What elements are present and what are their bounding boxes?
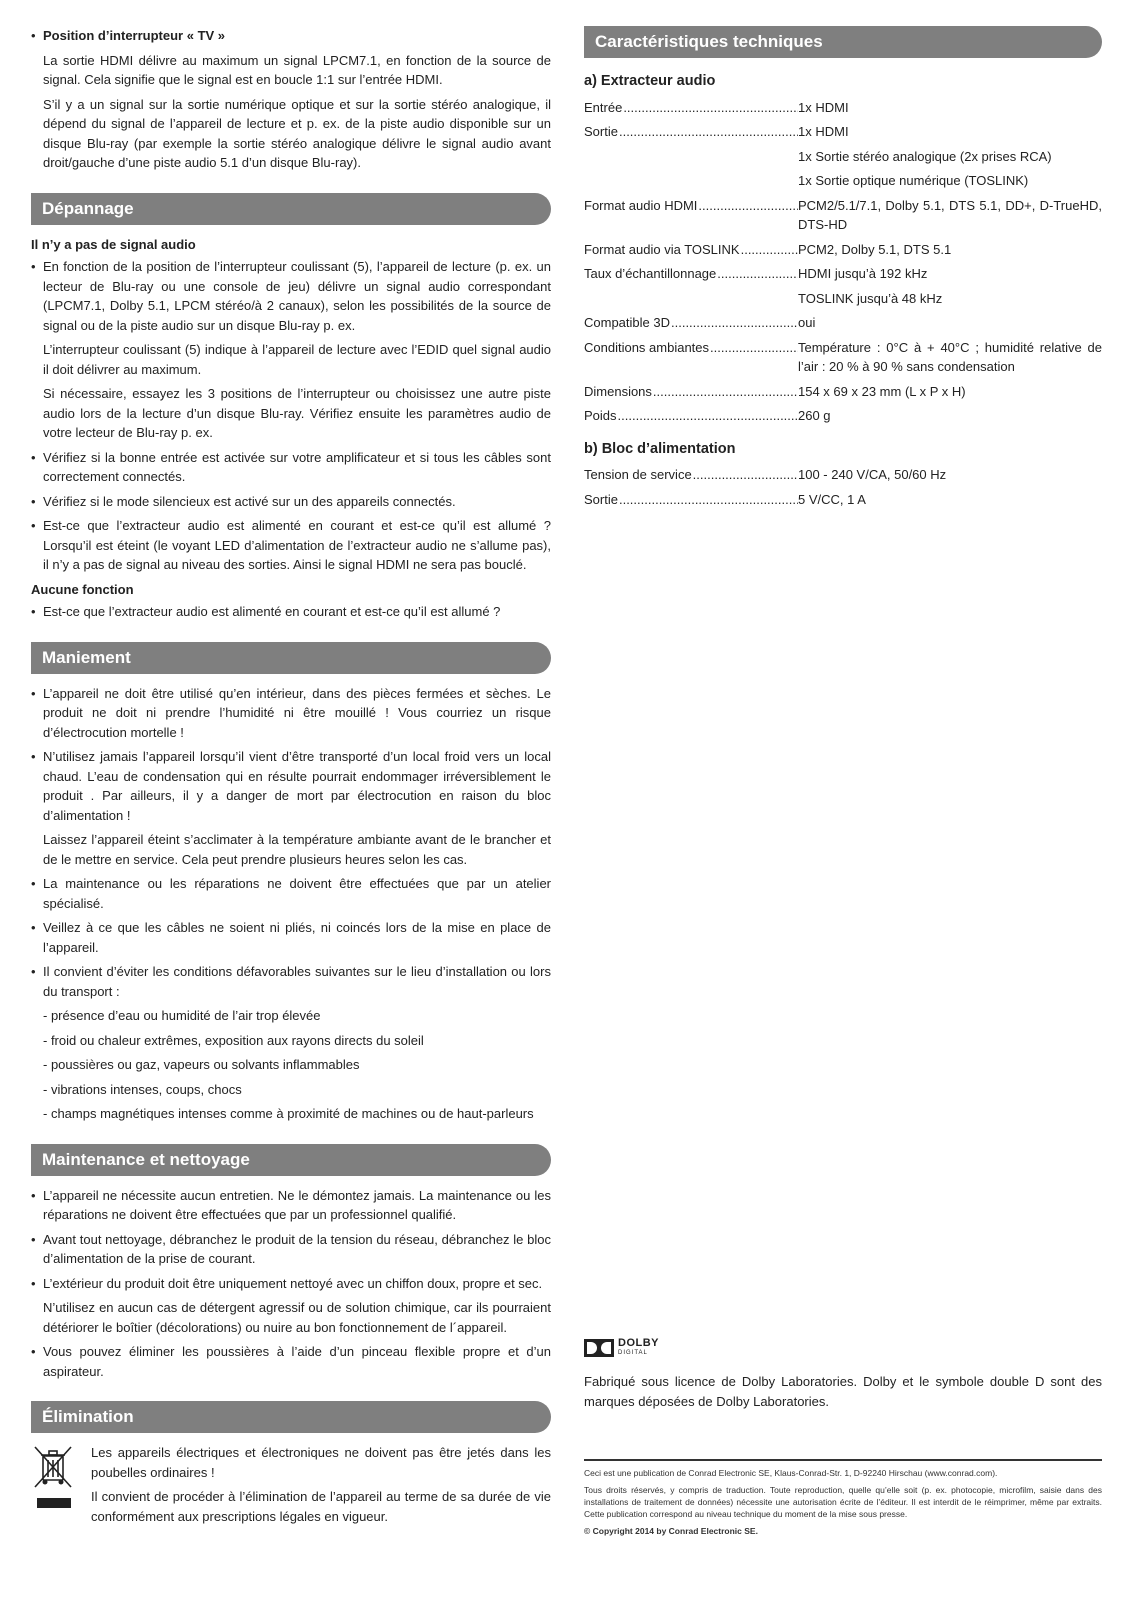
footer-rights-text: Tous droits réservés, y compris de traduction. Toute reproduction, quelle qu’elle soit (p. ex. photocopie, microfilm, saisie dans des installations de traitement de données) nécessite une autorisation écrite de l’éditeur. Il est interdit de le réimprimer, même par extraits. Cette publication correspond au niveau technique du moment de la mise sous presse. (584, 1485, 1102, 1519)
bullet-item: • N’utilisez jamais l’appareil lorsqu’il vient d’être transporté d’un local froid vers un local chaud. L’eau de condensation qui en résulte pourrait endommager irréversiblement le produit . Par ailleurs, il y a danger de mort par électrocution en raison du bloc d’alimentation ! (31, 747, 551, 825)
bullet-item: • Avant tout nettoyage, débranchez le produit de la tension du réseau, débranchez le bloc d’alimentation de la prise de courant. (31, 1230, 551, 1269)
section-header-handling: Maniement (31, 642, 551, 674)
spec-label (584, 465, 798, 485)
spec-label-text: Compatible 3D (584, 315, 670, 330)
spec-value: 100 - 240 V/CA, 50/60 Hz (798, 467, 947, 482)
bullet-item: • Est-ce que l’extracteur audio est alimenté en courant et est-ce qu’il est allumé ? (31, 602, 551, 622)
bullet-item: • L’appareil ne doit être utilisé qu’en intérieur, dans des pièces fermées et sèches. Le produit ne doit ni prendre l’humidité ni être mouillé ! Vous courriez un risque d’électrocution mortelle ! (31, 684, 551, 743)
spec-label-text: Conditions ambiantes (584, 339, 710, 355)
spec-label-text: Poids (584, 408, 617, 423)
spec-label (584, 406, 798, 426)
footer-copyright: © Copyright 2014 by Conrad Electronic SE. (584, 1526, 758, 1536)
troubleshooting-section (31, 193, 551, 622)
spec-label-text: Dimensions (584, 383, 652, 399)
dolby-logo (584, 1338, 1102, 1358)
spec-value: 1x Sortie stéréo analogique (2x prises RCA) (798, 148, 1052, 164)
spec-label (584, 490, 798, 510)
subheading-no-audio: Il n’y a pas de signal audio (31, 236, 196, 252)
bullet-item: • Veillez à ce que les câbles ne soient ni pliés, ni coincés lors de la mise en place de l’appareil. (31, 918, 551, 957)
spec-value: 1x Sortie optique numérique (TOSLINK) (798, 173, 1029, 188)
subheading-no-function: Aucune fonction (31, 581, 134, 597)
dolby-double-d-icon (584, 1339, 614, 1357)
disposal-paragraph-1: Les appareils électriques et électroniques ne doivent pas être jetés dans les poubelles ordinaires ! (91, 1445, 551, 1480)
spec-label (584, 264, 798, 284)
tv-paragraph-2: S’il y a un signal sur la sortie numérique optique et sur la sortie stéréo analogique, il dépend du signal de l’appareil de lecture et p. ex. de la piste audio disponible sur un disque Blu-ray (par exemple la sortie stéréo analogique délivre le signal audio avant droit/gauche d’une piste audio 5.1 d’un disque Blu-ray). (43, 96, 551, 170)
spec-label (584, 196, 798, 216)
dash-item: - champs magnétiques intenses comme à proximité de machines ou de haut-parleurs (43, 1106, 534, 1121)
dash-item: - poussières ou gaz, vapeurs ou solvants inflammables (43, 1057, 360, 1072)
spec-label-text: Entrée (584, 99, 623, 115)
left-column (31, 26, 551, 1531)
spec-label-text: Taux d’échantillonnage (584, 266, 717, 281)
dolby-license-text: Fabriqué sous licence de Dolby Laboratories. Dolby et le symbole double D sont des marques déposées de Dolby Laboratories. (584, 1374, 1102, 1409)
handling-section (31, 642, 551, 1124)
spec-row (584, 490, 1102, 510)
subheading-audio-extractor: a) Extracteur audio (584, 73, 716, 89)
spec-row (584, 338, 1102, 377)
section-header-disposal: Élimination (31, 1401, 551, 1433)
spec-label-text: Format audio HDMI (584, 197, 698, 213)
subheading-power-supply: b) Bloc d’alimentation (584, 440, 736, 457)
spec-value: Température : 0°C à + 40°C ; humidité relative de l’air : 20 % à 90 % sans condensation (798, 339, 1102, 374)
spec-row (584, 264, 1102, 284)
bullet-item: • En fonction de la position de l’interrupteur coulissant (5), l’appareil de lecture (p. ex. un lecteur de Blu-ray ou une console de jeu) délivre un signal audio correspondant (LPCM7.1, Dolby 5.1, LPCM stéréo/à 2 canaux), selon les possibilités de la source de signal ou de la piste audio sur un disque Blu-ray p. ex. (31, 257, 551, 335)
spec-value: PCM2/5.1/7.1, Dolby 5.1, DTS 5.1, DD+, D-TrueHD, DTS-HD (798, 197, 1102, 232)
tv-switch-title: • Position d’interrupteur « TV » (31, 26, 551, 46)
spec-label (584, 382, 798, 402)
bullet-item: • Vous pouvez éliminer les poussières à l’aide d’un pinceau flexible propre et d’un aspirateur. (31, 1342, 551, 1381)
spec-value: 154 x 69 x 23 mm (L x P x H) (798, 383, 966, 399)
spec-label (584, 240, 798, 260)
bullet-continuation: Laissez l’appareil éteint s’acclimater à la température ambiante avant de le brancher et de le mettre en service. Cela peut prendre plusieurs heures selon les cas. (43, 832, 551, 867)
maintenance-section (31, 1144, 551, 1382)
spec-value: 5 V/CC, 1 A (798, 491, 866, 507)
spec-row (584, 289, 1102, 309)
spec-value: TOSLINK jusqu’à 48 kHz (798, 290, 943, 306)
bullet-continuation: N’utilisez en aucun cas de détergent agressif ou de solution chimique, car ils pourraient détériorer le boîtier (décolorations) ou nuire au bon fonctionnement de l´appareil. (43, 1300, 551, 1335)
bullet-item: • Vérifiez si le mode silencieux est activé sur un des appareils connectés. (31, 492, 551, 512)
disposal-paragraph-2: Il convient de procéder à l’élimination de l’appareil au terme de sa durée de vie conformément aux prescriptions légales en vigueur. (91, 1489, 551, 1524)
tv-paragraph-1: La sortie HDMI délivre au maximum un signal LPCM7.1, en fonction de la source de signal. Cela signifie que le signal est en boucle 1:1 sur l’entrée HDMI. (43, 52, 551, 87)
spec-row (584, 196, 1102, 235)
spec-row (584, 171, 1102, 191)
spec-value: 1x HDMI (798, 124, 849, 139)
publisher-footer (584, 1459, 1102, 1542)
spec-label (584, 98, 798, 118)
spec-row (584, 147, 1102, 167)
bullet-item: • Est-ce que l’extracteur audio est alimenté en courant et est-ce qu’il est allumé ? Lorsqu’il est éteint (le voyant LED d’alimentation de l’extracteur audio ne s’allume pas), il n’y a pas de signal au niveau des sorties. Ainsi le signal HDMI ne sera pas bouclé. (31, 516, 551, 575)
spec-value: HDMI jusqu’à 192 kHz (798, 266, 928, 281)
spec-value: PCM2, Dolby 5.1, DTS 5.1 (798, 241, 952, 257)
section-header-maintenance: Maintenance et nettoyage (31, 1144, 551, 1176)
spec-label (584, 122, 798, 142)
spec-label-text: Sortie (584, 491, 618, 507)
spec-row (584, 382, 1102, 402)
bullet-item: • La maintenance ou les réparations ne doivent être effectuées que par un atelier spécialisé. (31, 874, 551, 913)
tv-switch-section (31, 26, 551, 173)
bullet-continuation: L’interrupteur coulissant (5) indique à l’appareil de lecture avec l’EDID quel signal audio il doit délivrer au maximum. (43, 342, 551, 377)
section-header-troubleshooting: Dépannage (31, 193, 551, 225)
spec-label-text: Tension de service (584, 467, 692, 482)
footer-publisher-line: Ceci est une publication de Conrad Electronic SE, Klaus-Conrad-Str. 1, D-92240 Hirschau (www.conrad.com). (584, 1468, 998, 1478)
spec-row (584, 465, 1102, 485)
spec-table-power-supply (584, 465, 1102, 509)
bullet-item: • Il convient d’éviter les conditions défavorables suivantes sur le lieu d’installation ou lors du transport : (31, 962, 551, 1001)
dolby-notice (584, 1338, 1102, 1416)
dash-item: - froid ou chaleur extrêmes, exposition aux rayons directs du soleil (43, 1032, 424, 1048)
spec-value: 1x HDMI (798, 99, 849, 115)
spec-row (584, 406, 1102, 426)
disposal-section (31, 1401, 551, 1531)
spec-value: oui (798, 315, 816, 330)
spec-row (584, 240, 1102, 260)
bullet-item: • Vérifiez si la bonne entrée est activée sur votre amplificateur et si tous les câbles sont correctement connectés. (31, 448, 551, 487)
crossed-bin-icon (31, 1443, 77, 1531)
spec-row (584, 122, 1102, 142)
spec-label (584, 338, 798, 358)
spec-label-text: Sortie (584, 124, 618, 139)
bullet-continuation: Si nécessaire, essayez les 3 positions de l’interrupteur ou choisissez une autre piste audio lors de la lecture d’un disque Blu-ray. Vérifiez ensuite les paramètres audio de votre lecteur de Blu-ray p. ex. (43, 386, 551, 440)
spec-label-text: Format audio via TOSLINK (584, 241, 740, 257)
spec-table-audio-extractor (584, 98, 1102, 426)
bullet-item: • L’appareil ne nécessite aucun entretien. Ne le démontez jamais. La maintenance ou les réparations ne doivent être effectuées que par un professionnel qualifié. (31, 1186, 551, 1225)
spec-row (584, 313, 1102, 333)
bullet-item: • L’extérieur du produit doit être uniquement nettoyé avec un chiffon doux, propre et sec. (31, 1274, 551, 1294)
dolby-logo-text: DOLBY (618, 1337, 659, 1349)
dash-item: - présence d’eau ou humidité de l’air trop élevée (43, 1008, 321, 1023)
spec-value: 260 g (798, 408, 831, 423)
right-column (584, 26, 1102, 514)
section-header-specs: Caractéristiques techniques (584, 26, 1102, 58)
dolby-logo-subtext: DIGITAL (618, 1350, 648, 1356)
spec-label (584, 313, 798, 333)
spec-row (584, 98, 1102, 118)
dash-item: - vibrations intenses, coups, chocs (43, 1081, 242, 1097)
